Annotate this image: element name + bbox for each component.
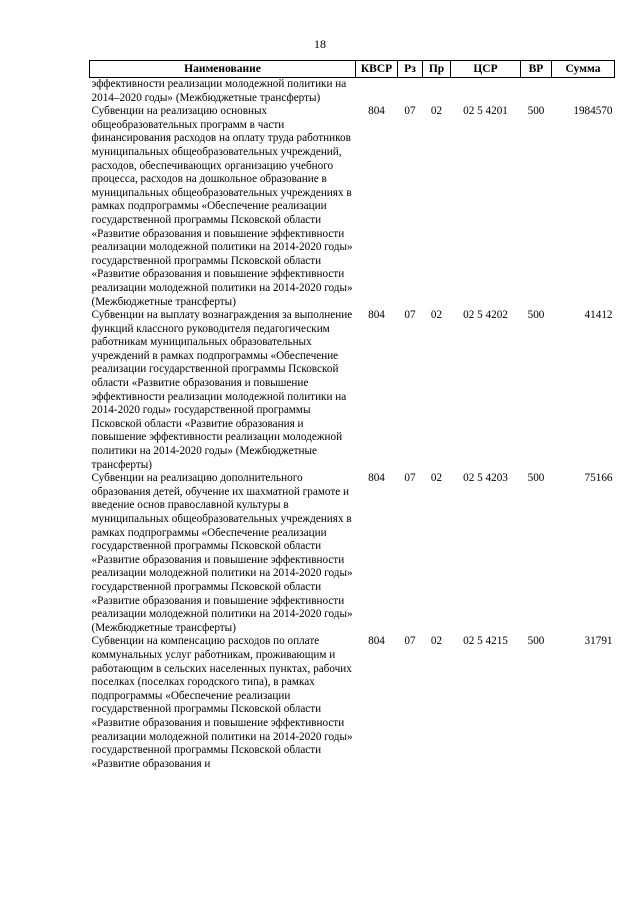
header-rz: Рз xyxy=(398,61,423,78)
row-kvsr xyxy=(356,78,398,106)
row-pr xyxy=(423,78,451,106)
row-sum: 75166 xyxy=(584,472,613,485)
row-csr: 02 5 4215 xyxy=(463,635,508,648)
table-row xyxy=(90,78,615,106)
table-row xyxy=(90,472,615,635)
row-vr: 500 xyxy=(527,472,545,485)
row-sum: 31791 xyxy=(584,635,613,648)
row-pr: 02 xyxy=(430,635,443,648)
row-sum: 41412 xyxy=(584,309,613,322)
table-header-row xyxy=(90,61,615,78)
row-pr: 02 xyxy=(430,309,443,322)
header-sum: Сумма xyxy=(552,61,615,78)
row-vr: 500 xyxy=(527,105,545,118)
budget-table xyxy=(89,60,615,771)
page-number: 18 xyxy=(314,37,326,51)
row-sum: 1984570 xyxy=(573,105,613,118)
row-kvsr: 804 xyxy=(368,309,385,322)
row-rz: 07 xyxy=(404,472,416,485)
row-rz: 07 xyxy=(404,309,416,322)
header-vr: ВР xyxy=(521,61,552,78)
table-row xyxy=(90,309,615,472)
row-kvsr: 804 xyxy=(368,635,385,648)
row-vr: 500 xyxy=(527,635,545,648)
row-name: Субвенции на реализацию основных общеобразовательных программ в части финансирования расходов на оплату труда работников муниципальных общеобразовательных учреждений, расходов, обеспечивающих организацию учебного процесса, расходов на дошкольное образование в муниципальных общеобразовательных учреждениях в рамках подпрограммы «Обеспечение реализации государственной программы Псковской области «Развитие образования и повышение эффективности реализации молодежной политики на 2014-2020 годы» государственной программы Псковской области «Развитие образования и повышение эффективности реализации молодежной политики на 2014-2020 годы» (Межбюджетные трансферты) xyxy=(91,105,353,308)
row-csr xyxy=(451,78,521,106)
row-rz: 07 xyxy=(404,105,416,118)
row-csr: 02 5 4202 xyxy=(463,309,508,322)
row-name: Субвенции на выплату вознаграждения за выполнение функций классного руководителя педагогическим работникам муниципальных образовательных учреждений в рамках подпрограммы «Обеспечение реализации государственной программы Псковской области «Развитие образования и повышение эффективности реализации молодежной политики на 2014-2020 годы» государственной программы Псковской области «Развитие образования и повышение эффективности реализации молодежной политики на 2014-2020 годы» (Межбюджетные трансферты) xyxy=(91,309,353,471)
row-rz xyxy=(398,78,423,106)
row-csr: 02 5 4203 xyxy=(463,472,508,485)
header-pr: Пр xyxy=(423,61,451,78)
row-csr: 02 5 4201 xyxy=(463,105,508,118)
header-kvsr: КВСР xyxy=(356,61,398,78)
row-rz: 07 xyxy=(404,635,416,648)
row-pr: 02 xyxy=(430,105,443,118)
row-vr xyxy=(521,78,552,106)
header-name: Наименование xyxy=(90,61,356,78)
table-row xyxy=(90,105,615,309)
header-csr: ЦСР xyxy=(451,61,521,78)
row-name: эффективности реализации молодежной политики на 2014–2020 годы» (Межбюджетные трансферты) xyxy=(91,78,347,104)
row-pr: 02 xyxy=(430,472,443,485)
row-vr: 500 xyxy=(527,309,545,322)
row-kvsr: 804 xyxy=(368,105,385,118)
row-sum xyxy=(552,78,615,106)
table-row xyxy=(90,635,615,771)
row-name: Субвенции на реализацию дополнительного образования детей, обучение их шахматной грамоте и введение основ православной культуры в муниципальных общеобразовательных учреждениях в рамках подпрограммы «Обеспечение реализации государственной программы Псковской области «Развитие образования и повышение эффективности реализации молодежной политики на 2014-2020 годы» государственной программы Псковской области «Развитие образования и повышение эффективности реализации молодежной политики на 2014-2020 годы» (Межбюджетные трансферты) xyxy=(91,472,353,634)
row-kvsr: 804 xyxy=(368,472,385,485)
row-name: Субвенции на компенсацию расходов по оплате коммунальных услуг работникам, проживающим и работающим в сельских населенных пунктах, рабочих поселках (поселках городского типа), в рамках подпрограммы «Обеспечение реализации государственной программы Псковской области «Развитие образования и повышение эффективности реализации молодежной политики на 2014-2020 годы» государственной программы Псковской области «Развитие образования и xyxy=(91,635,353,770)
